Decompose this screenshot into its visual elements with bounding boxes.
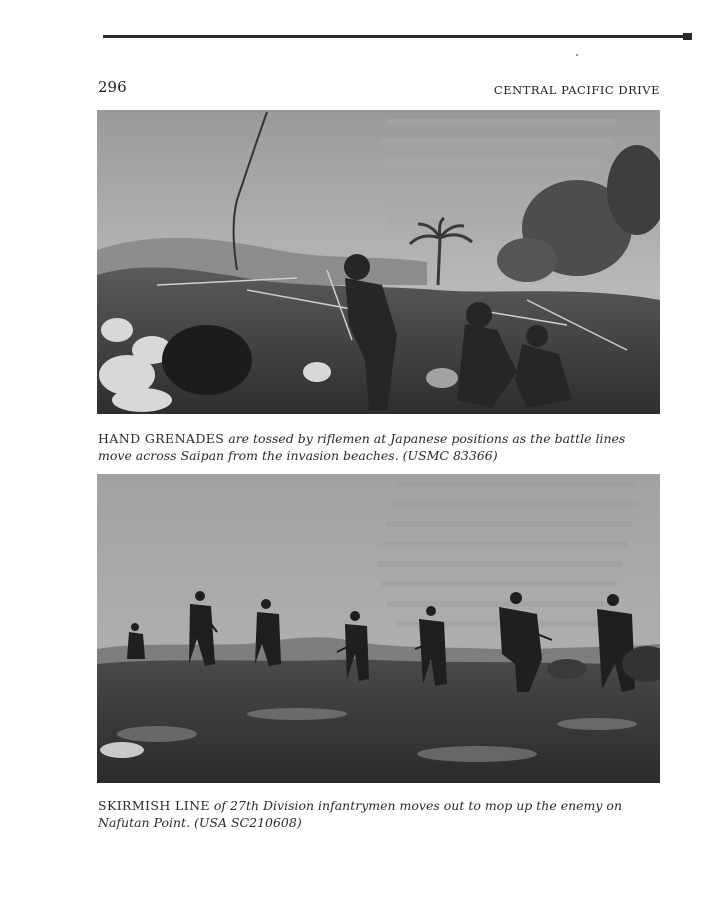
caption-body: of 27th Division infantrymen moves out to mop up the enemy on Nafutan Point. (USA SC210608) [98, 798, 622, 830]
photo-skirmish-line [97, 474, 660, 783]
caption-body: are tossed by riflemen at Japanese positions as the battle lines move across Saipan from the invasion beaches. (USMC 83366) [98, 431, 626, 463]
page-number: 296 [98, 78, 127, 96]
caption-hand-grenades [98, 430, 638, 464]
caption-lead: SKIRMISH LINE [98, 798, 210, 813]
top-rule [103, 35, 691, 38]
running-head: CENTRAL PACIFIC DRIVE [493, 83, 660, 97]
caption-lead: HAND GRENADES [98, 431, 225, 446]
top-rule-end [683, 33, 692, 40]
print-speck [576, 54, 578, 56]
caption-skirmish-line [98, 797, 643, 831]
photo-hand-grenades [97, 110, 660, 414]
